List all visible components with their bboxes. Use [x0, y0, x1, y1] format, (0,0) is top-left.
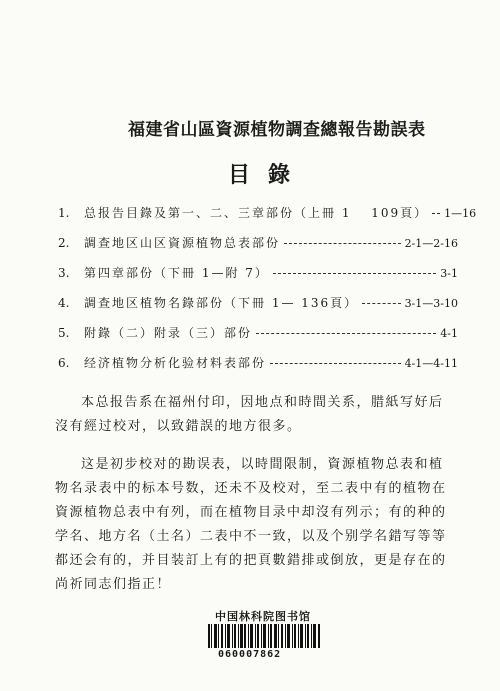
toc-item-number: 2.: [58, 236, 70, 250]
toc-leader-line: [284, 243, 401, 244]
library-stamp: 中国林科院图书馆: [215, 610, 311, 623]
toc-item: [58, 228, 458, 258]
toc-item: [58, 288, 458, 318]
toc-item-text: 第四章部份（下冊 1—附 7）: [84, 266, 269, 280]
toc-item: [58, 198, 477, 228]
toc-item-number: 4.: [58, 296, 70, 310]
barcode-number: 060007862: [218, 649, 282, 660]
toc-item-page: 2-1—2-16: [404, 237, 458, 250]
document-subtitle: 目錄: [228, 162, 309, 188]
toc-item-number: 5.: [58, 326, 70, 340]
toc-item-text: 总报告目錄及第一、二、三章部份（上冊 1 109頁）: [84, 206, 429, 220]
toc-item: [58, 258, 458, 288]
toc-item-page: 4-1: [440, 327, 458, 340]
toc-item-page: 1—16: [444, 207, 477, 220]
toc-item-text: 经济植物分析化验材料表部份: [84, 356, 267, 370]
toc-leader-line: [256, 333, 436, 334]
toc-leader-line: [270, 363, 401, 364]
toc-item-text: 附錄（二）附录（三）部份: [84, 326, 253, 340]
toc-item-number: 3.: [58, 266, 70, 280]
toc-item-page: 3-1: [440, 267, 458, 280]
toc-item-page: 4-1—4-11: [404, 357, 458, 370]
toc-item-number: 1.: [58, 206, 70, 220]
barcode-icon: [208, 624, 320, 648]
table-of-contents: [58, 198, 477, 378]
toc-leader-line: [432, 213, 440, 214]
toc-leader-line: [273, 273, 436, 274]
toc-item: [58, 348, 458, 378]
toc-item-page: 3-1—3-10: [404, 297, 458, 310]
toc-leader-line: [362, 303, 400, 304]
toc-item-number: 6.: [58, 356, 70, 370]
toc-item-text: 調查地区山区資源植物总表部份: [84, 236, 281, 250]
document-title: 福建省山區資源植物調查總報告勘誤表: [128, 120, 426, 140]
toc-item-text: 調查地区植物名錄部份（下冊 1— 136頁）: [84, 296, 359, 310]
note-paragraph: 这是初步校对的勘误表，以時間限制，資源植物总表和植物名录表中的标本号数，还未不及校对，至二表中有的植物在資源植物总表中有列，而在植物目录中却沒有列示；有的种的学名、地方名（土名）二表中不一致，以及个别学名錯写等等都还会有的，并目装訂上有的把頁數錯排或倒放，更是存在的尚祈同志们指正！: [55, 457, 447, 592]
note-paragraph: 本总报告系在福州付印，因地点和時間关系，腊紙写好后沒有經过校对，以致錯誤的地方很多。: [55, 395, 444, 434]
toc-item: [58, 318, 458, 348]
